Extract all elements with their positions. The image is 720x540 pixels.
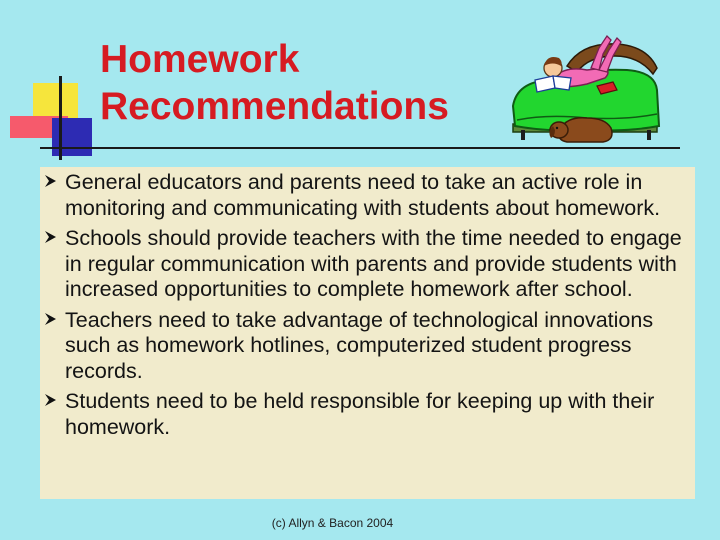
- footer-copyright: (c) Allyn & Bacon 2004: [271, 516, 394, 530]
- arrow-bullet-icon: [43, 230, 57, 244]
- list-item: [40, 308, 691, 385]
- bullet-text: Teachers need to take advantage of technological innovations such as homework hotlines, computerized student progress records.: [65, 307, 654, 383]
- arrow-bullet-icon: [43, 393, 57, 407]
- content-panel: [40, 167, 695, 499]
- bullet-text: Schools should provide teachers with the time needed to engage in regular communication with parents and provide students with increased opportunities to complete homework after school.: [65, 226, 682, 301]
- bullet-text: Students need to be held responsible for keeping up with their homework.: [65, 389, 655, 439]
- slide-title: [100, 36, 449, 130]
- title-line-2: Recommendations: [100, 85, 449, 128]
- decor-blue-square: [52, 118, 92, 156]
- list-item: [40, 389, 691, 440]
- bullet-text: General educators and parents need to take an active role in monitoring and communicating with students about homework.: [65, 170, 661, 220]
- list-item: [40, 170, 691, 221]
- arrow-bullet-icon: [43, 174, 57, 188]
- girl-reading-on-bed-with-dog-icon: [507, 28, 667, 150]
- list-item: [40, 226, 691, 303]
- title-line-1: Homework: [100, 38, 300, 81]
- arrow-bullet-icon: [43, 312, 57, 326]
- bullet-list: [40, 167, 695, 440]
